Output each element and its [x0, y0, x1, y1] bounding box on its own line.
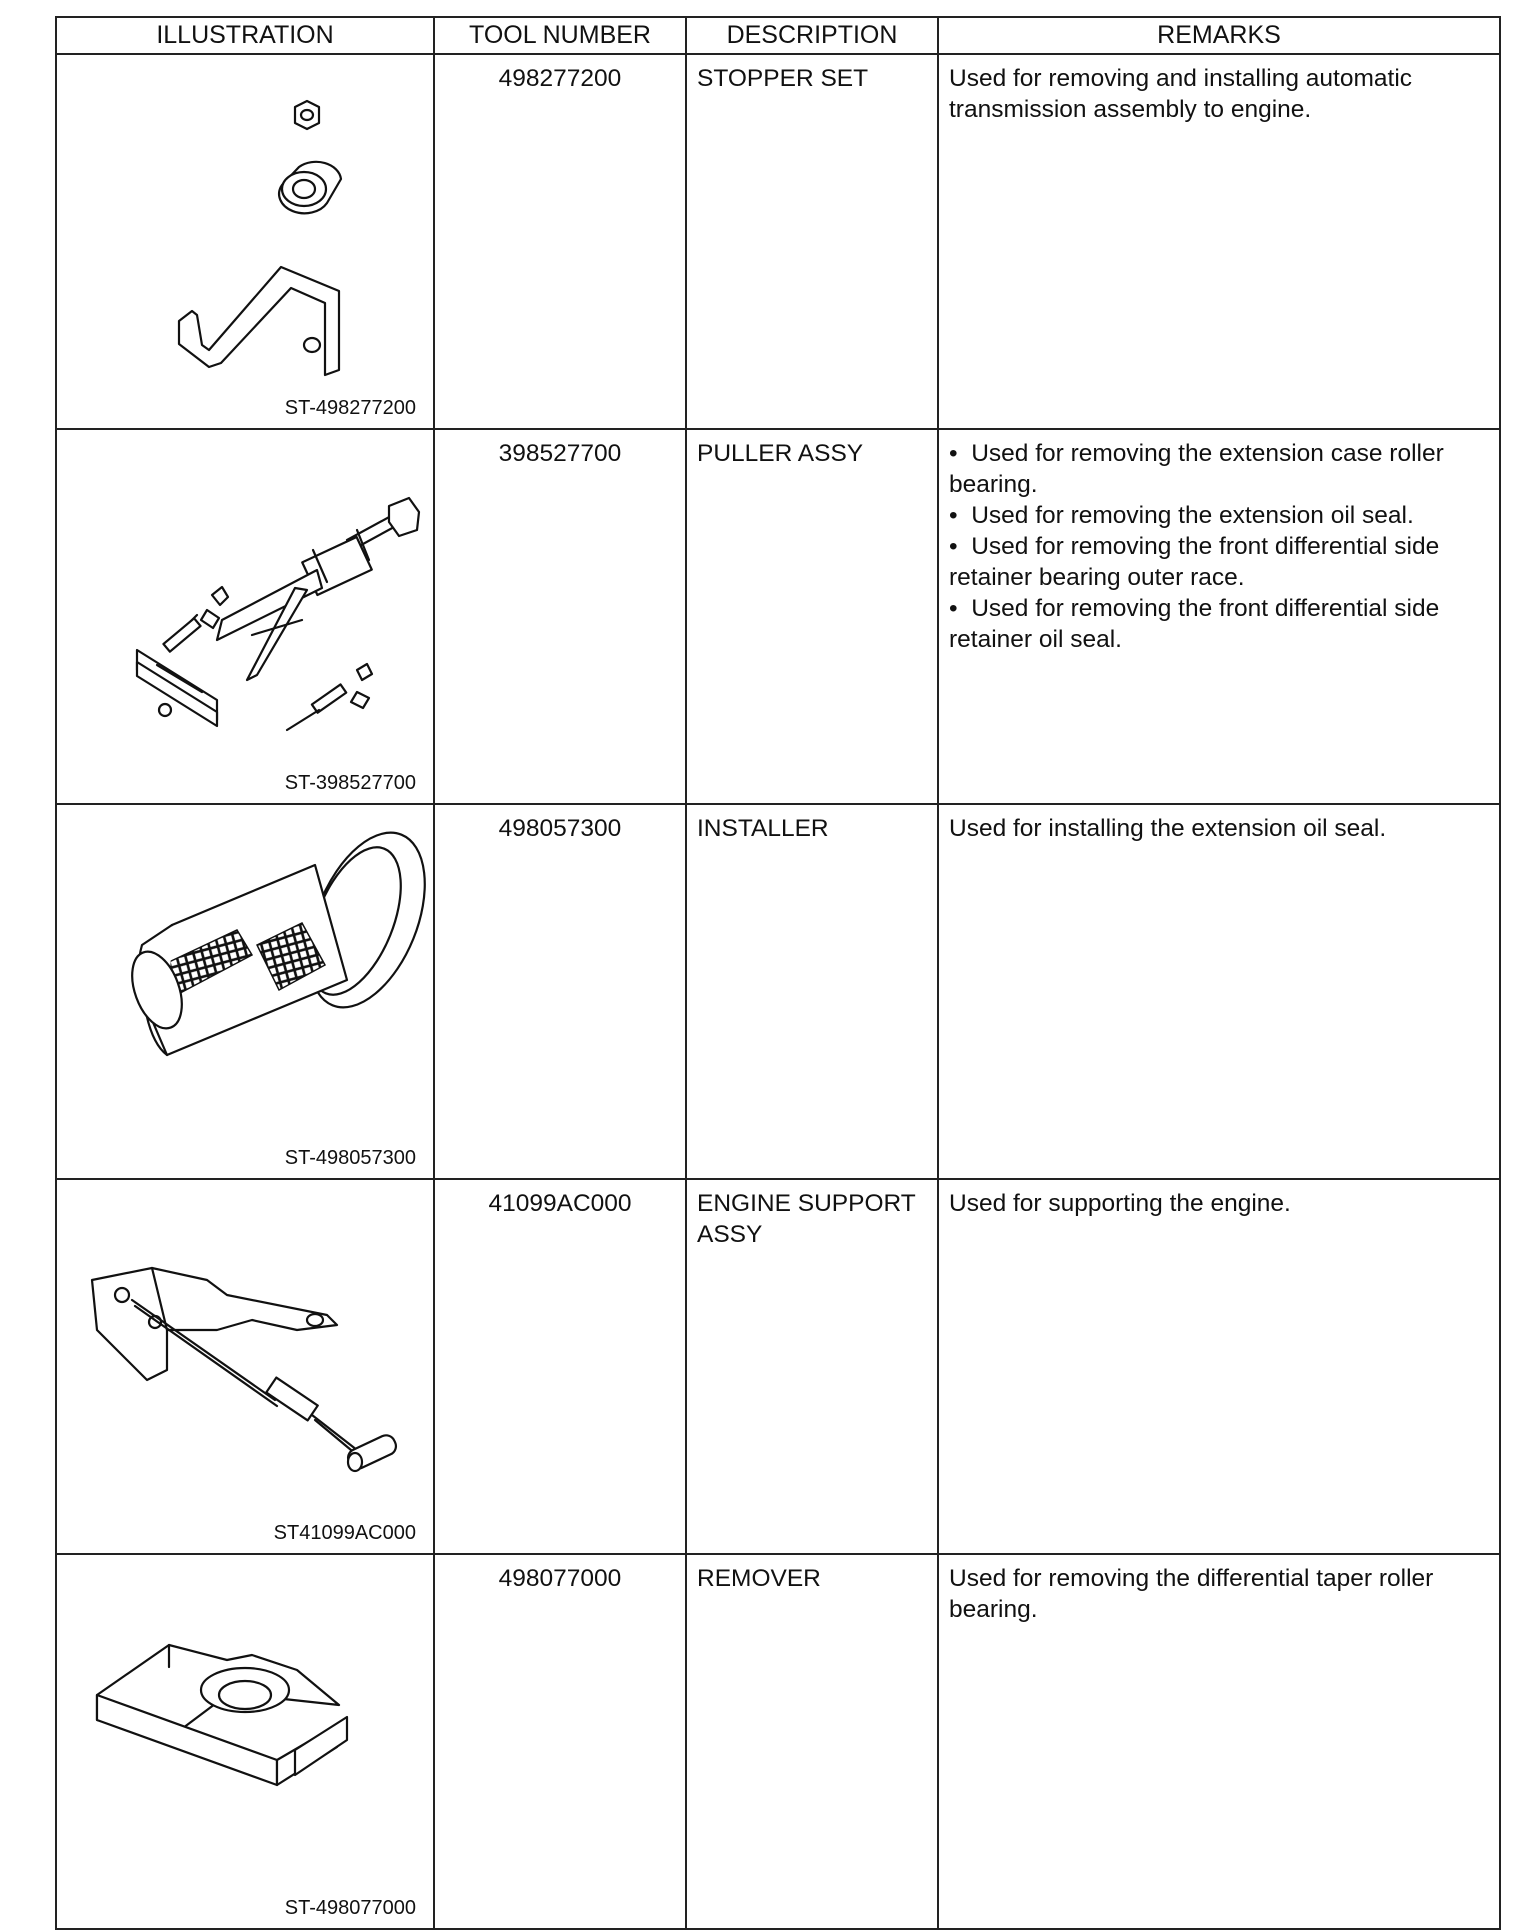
- illustration-code: ST-398527700: [284, 772, 416, 794]
- table-row: [56, 804, 1500, 1179]
- tool-description: PULLER ASSY: [686, 429, 938, 804]
- engine-support-illustration: [57, 1180, 433, 1545]
- remark-bullet: • Used for removing the front differential side retainer bearing outer race.: [949, 531, 1489, 593]
- illustration-cell: [56, 804, 434, 1179]
- puller-assy-illustration: [57, 430, 433, 795]
- special-tools-table: [55, 16, 1501, 1930]
- header-illustration: ILLUSTRATION: [56, 17, 434, 54]
- table-header-row: [56, 17, 1500, 54]
- tool-remarks: [938, 1179, 1500, 1554]
- remark-text: Used for supporting the engine.: [949, 1190, 1291, 1217]
- remark-bullet: • Used for removing the extension oil seal.: [949, 500, 1489, 531]
- tool-description: REMOVER: [686, 1554, 938, 1929]
- tool-number: 498077000: [434, 1554, 686, 1929]
- header-description: DESCRIPTION: [686, 17, 938, 54]
- tool-remarks: [938, 804, 1500, 1179]
- illustration-code: ST-498077000: [284, 1897, 416, 1919]
- illustration-cell: [56, 1179, 434, 1554]
- table-row: [56, 1554, 1500, 1929]
- stopper-set-illustration: [57, 55, 433, 420]
- header-remarks: REMARKS: [938, 17, 1500, 54]
- table-row: [56, 54, 1500, 429]
- illustration-code: ST41099AC000: [273, 1522, 416, 1544]
- tool-remarks: [938, 1554, 1500, 1929]
- illustration-cell: [56, 429, 434, 804]
- illustration-cell: [56, 54, 434, 429]
- remark-text: Used for installing the extension oil seal.: [949, 815, 1387, 842]
- illustration-cell: [56, 1554, 434, 1929]
- remark-bullet: • Used for removing the front differential side retainer oil seal.: [949, 593, 1489, 655]
- remark-text: Used for removing the differential taper roller bearing.: [949, 1565, 1434, 1623]
- tool-number: 498277200: [434, 54, 686, 429]
- tool-description: ENGINE SUPPORT ASSY: [686, 1179, 938, 1554]
- tool-remarks: [938, 429, 1500, 804]
- tool-number: 498057300: [434, 804, 686, 1179]
- illustration-code: ST-498277200: [284, 397, 416, 419]
- remark-text: Used for removing and installing automatic transmission assembly to engine.: [949, 65, 1413, 123]
- tool-number: 398527700: [434, 429, 686, 804]
- tool-remarks: [938, 54, 1500, 429]
- tool-description: INSTALLER: [686, 804, 938, 1179]
- table-row: [56, 429, 1500, 804]
- illustration-code: ST-498057300: [284, 1147, 416, 1169]
- remover-illustration: [57, 1555, 433, 1920]
- remark-bullet: • Used for removing the extension case roller bearing.: [949, 438, 1489, 500]
- header-tool-number: TOOL NUMBER: [434, 17, 686, 54]
- installer-illustration: [57, 805, 433, 1170]
- table-row: [56, 1179, 1500, 1554]
- tool-number: 41099AC000: [434, 1179, 686, 1554]
- tool-description: STOPPER SET: [686, 54, 938, 429]
